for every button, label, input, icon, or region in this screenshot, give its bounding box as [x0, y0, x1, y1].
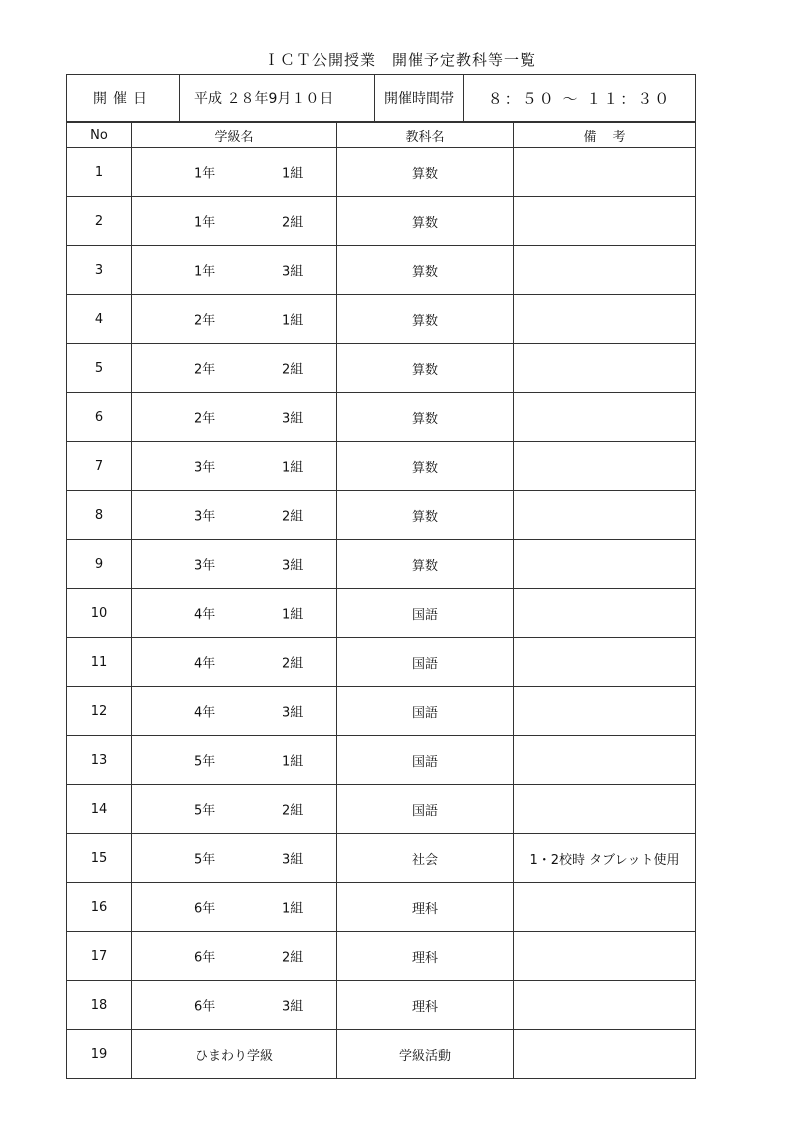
class-name-cell: [132, 981, 337, 1030]
class-name-cell: [132, 442, 337, 491]
class-group: 2組: [282, 362, 304, 378]
class-group: 1組: [282, 166, 304, 182]
class-name-cell: [132, 148, 337, 197]
grade: 1年: [194, 215, 216, 231]
date-label: 開催日: [67, 75, 180, 122]
class-group: 1組: [282, 460, 304, 476]
document-title: ＩＣＴ公開授業 開催予定教科等一覧: [263, 51, 536, 69]
table-row: [67, 540, 696, 589]
note: [514, 638, 696, 687]
class-name: ひまわり学級: [194, 1048, 273, 1064]
table-row: [67, 981, 696, 1030]
class-group: 3組: [282, 558, 304, 574]
note: [514, 932, 696, 981]
subject: 算数: [337, 197, 514, 246]
grade: 3年: [194, 558, 216, 574]
note: [514, 981, 696, 1030]
table-row: [67, 932, 696, 981]
subject: 国語: [337, 736, 514, 785]
row-number: 9: [67, 540, 132, 589]
class-name-cell: [132, 932, 337, 981]
table-row: [67, 736, 696, 785]
table-row: [67, 295, 696, 344]
subject: 理科: [337, 883, 514, 932]
subject: 理科: [337, 932, 514, 981]
table-row: [67, 442, 696, 491]
table-row: [67, 393, 696, 442]
subject: 国語: [337, 589, 514, 638]
header-subject: 教科名: [337, 123, 514, 148]
table-row: [67, 197, 696, 246]
grade: 3年: [194, 460, 216, 476]
class-name-cell: [132, 344, 337, 393]
table-header-row: [67, 123, 696, 148]
header-note: 備考: [514, 123, 696, 148]
note: [514, 246, 696, 295]
subject: 国語: [337, 638, 514, 687]
class-group: 1組: [282, 607, 304, 623]
note: [514, 785, 696, 834]
table-row: [67, 687, 696, 736]
class-name-cell: [132, 491, 337, 540]
class-group: 3組: [282, 705, 304, 721]
grade: 5年: [194, 852, 216, 868]
grade: 5年: [194, 754, 216, 770]
subject: 国語: [337, 687, 514, 736]
lesson-list-table: [66, 122, 696, 1079]
table-row: [67, 1030, 696, 1079]
grade: 6年: [194, 999, 216, 1015]
grade: 2年: [194, 362, 216, 378]
class-group: 2組: [282, 950, 304, 966]
table-row: [67, 246, 696, 295]
class-name-cell: [132, 883, 337, 932]
class-group: 2組: [282, 215, 304, 231]
row-number: 1: [67, 148, 132, 197]
note: 1・2校時 タブレット使用: [514, 834, 696, 883]
row-number: 3: [67, 246, 132, 295]
subject: 算数: [337, 540, 514, 589]
row-number: 11: [67, 638, 132, 687]
table-row: [67, 148, 696, 197]
note: [514, 540, 696, 589]
grade: 2年: [194, 313, 216, 329]
row-number: 17: [67, 932, 132, 981]
subject: 国語: [337, 785, 514, 834]
subject: 算数: [337, 491, 514, 540]
subject: 理科: [337, 981, 514, 1030]
table-row: [67, 883, 696, 932]
class-group: 1組: [282, 313, 304, 329]
class-group: 2組: [282, 509, 304, 525]
grade: 2年: [194, 411, 216, 427]
class-group: 1組: [282, 901, 304, 917]
grade: 3年: [194, 509, 216, 525]
row-number: 6: [67, 393, 132, 442]
class-name-cell: [132, 687, 337, 736]
class-group: 3組: [282, 999, 304, 1015]
note: [514, 736, 696, 785]
grade: 1年: [194, 166, 216, 182]
class-group: 2組: [282, 656, 304, 672]
class-name-cell: [132, 834, 337, 883]
grade: 4年: [194, 656, 216, 672]
row-number: 18: [67, 981, 132, 1030]
table-row: [67, 344, 696, 393]
grade: 6年: [194, 901, 216, 917]
class-name-cell: [132, 1030, 337, 1079]
class-name-cell: [132, 785, 337, 834]
subject: 算数: [337, 246, 514, 295]
row-number: 19: [67, 1030, 132, 1079]
class-name-cell: [132, 736, 337, 785]
class-name-cell: [132, 295, 337, 344]
class-group: 3組: [282, 411, 304, 427]
table-row: [67, 785, 696, 834]
table-row: [67, 638, 696, 687]
note: [514, 197, 696, 246]
class-group: 2組: [282, 803, 304, 819]
class-group: 3組: [282, 852, 304, 868]
row-number: 7: [67, 442, 132, 491]
note: [514, 295, 696, 344]
table-row: [67, 589, 696, 638]
subject: 算数: [337, 393, 514, 442]
row-number: 2: [67, 197, 132, 246]
subject: 算数: [337, 344, 514, 393]
row-number: 14: [67, 785, 132, 834]
row-number: 5: [67, 344, 132, 393]
subject: 算数: [337, 148, 514, 197]
class-name-cell: [132, 540, 337, 589]
row-number: 4: [67, 295, 132, 344]
note: [514, 344, 696, 393]
class-name-cell: [132, 393, 337, 442]
subject: 算数: [337, 442, 514, 491]
row-number: 16: [67, 883, 132, 932]
subject: 算数: [337, 295, 514, 344]
note: [514, 442, 696, 491]
note: [514, 393, 696, 442]
row-number: 15: [67, 834, 132, 883]
class-name-cell: [132, 589, 337, 638]
note: [514, 491, 696, 540]
note: [514, 687, 696, 736]
class-name-cell: [132, 246, 337, 295]
header-class: 学級名: [132, 123, 337, 148]
class-name-cell: [132, 638, 337, 687]
header-no: No: [67, 123, 132, 148]
note: [514, 1030, 696, 1079]
schedule-info-table: [66, 74, 696, 122]
class-group: 1組: [282, 754, 304, 770]
time-value: ８：５０ ～ １１：３０: [464, 75, 696, 122]
grade: 6年: [194, 950, 216, 966]
note: [514, 883, 696, 932]
grade: 5年: [194, 803, 216, 819]
note: [514, 148, 696, 197]
time-label: 開催時間帯: [375, 75, 464, 122]
grade: 4年: [194, 705, 216, 721]
class-group: 3組: [282, 264, 304, 280]
table-row: [67, 491, 696, 540]
grade: 1年: [194, 264, 216, 280]
table-row: [67, 834, 696, 883]
row-number: 13: [67, 736, 132, 785]
grade: 4年: [194, 607, 216, 623]
note: [514, 589, 696, 638]
class-name-cell: [132, 197, 337, 246]
subject: 社会: [337, 834, 514, 883]
row-number: 10: [67, 589, 132, 638]
row-number: 8: [67, 491, 132, 540]
table-body: [67, 148, 696, 1079]
subject: 学級活動: [337, 1030, 514, 1079]
date-value: 平成 ２８年9月１０日: [180, 75, 375, 122]
row-number: 12: [67, 687, 132, 736]
schedule-info-row: [67, 75, 696, 122]
